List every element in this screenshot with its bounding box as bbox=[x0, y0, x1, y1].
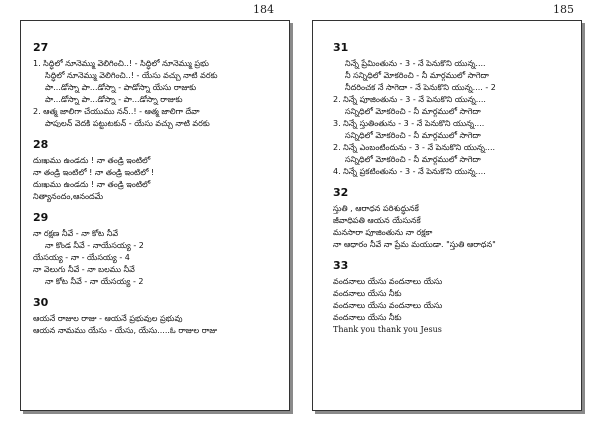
left-page bbox=[6, 0, 294, 418]
right-page bbox=[306, 0, 594, 418]
lyric-line: 2. నిన్నే పూజింతును - 3 - నే పెనుకొని యున్న.... bbox=[333, 95, 486, 104]
lyric-line: నా కోట నీవే - నా యేసయ్య - 2 bbox=[45, 277, 144, 286]
lyric-line: యేసయ్య - నా - యేసయ్య - 4 bbox=[33, 253, 130, 262]
lyric-line: నిన్నే ప్రేమింతును - 3 - నే పెనుకొని యున్న.... bbox=[345, 59, 486, 68]
lyric-line: నా రక్షణ నీవే - నా కోట నీవే bbox=[33, 229, 119, 238]
lyric-line: పా...డోస్నా పా...డోస్నా - పా...డోస్నా రాజుకు bbox=[45, 95, 183, 104]
lyric-line: 2. ఆత్మ జాలిగా చేయుము నన్..! - ఆత్మ జాలిగా దేవా bbox=[33, 107, 200, 116]
lyric-line: సిద్ధిలో నూనెమ్ము వెలిగించి..! - యేసు వచ్చు నాటి వరకు bbox=[45, 71, 218, 80]
lyric-line: 4. నిన్నే ప్రకటింతును - 3 - నే పెనుకొని యున్న.... bbox=[333, 167, 486, 176]
lyric-line: వందనాలు యేసు వందనాలు యేసు bbox=[333, 301, 443, 310]
page-number: 185 bbox=[553, 3, 574, 16]
lyric-line: నిత్యానందం,ఆనందమే bbox=[33, 192, 104, 201]
lyric-line: మనసారా పూజింతును నా రక్షకా bbox=[333, 228, 433, 237]
lyric-line: నీ సన్నిధిలో మోకరించి - నీ మార్గములో సాగెదా bbox=[345, 71, 489, 80]
song-block bbox=[33, 211, 279, 288]
lyric-line: 2. నిన్నే ఎంబంటిందును - 3 - నే పెనుకొని యున్న.... bbox=[333, 143, 496, 152]
song-block bbox=[33, 41, 279, 130]
page-number: 184 bbox=[253, 3, 274, 16]
lyric-line: వందనాలు యేసు నీకు bbox=[333, 289, 402, 298]
song-number: 33 bbox=[333, 259, 349, 272]
lyric-line: దుఃఖము ఉండదు ! నా తండ్రి ఇంటిలో bbox=[33, 180, 151, 189]
page-frame bbox=[20, 20, 290, 411]
lyric-line: జీవాధిపతి ఆయన యేసునకే bbox=[333, 216, 421, 225]
song-block bbox=[333, 41, 571, 178]
lyric-line: నా ఆధారం నీవే నా ప్రేమ మయుడా. "స్తుతి ఆరాధన" bbox=[333, 240, 496, 249]
lyric-line: స్తుతి , ఆరాధన పరిశుద్ధునకే bbox=[333, 204, 419, 213]
lyric-line: 1. సిద్ధిలో నూనెమ్ము వెలిగించి..! - సిద్ధిలో నూనెమ్ము ప్రభు bbox=[33, 59, 209, 68]
lyric-line: సన్నిధిలో మోకరించి - నీ మార్గములో సాగెదా bbox=[345, 107, 481, 116]
lyric-line: నీదరించక నే సాగెదా - నే పెనుకొని యున్న.... - 2 bbox=[345, 83, 496, 92]
lyric-line: దుఃఖము ఉండదు ! నా తండ్రి ఇంటిలో bbox=[33, 156, 151, 165]
song-number: 30 bbox=[33, 296, 49, 309]
song-number: 27 bbox=[33, 41, 49, 54]
lyric-line: నా తండ్రి ఇంటిలో ! నా తండ్రి ఇంటిలో ! bbox=[33, 168, 155, 177]
lyric-line: Thank you thank you Jesus bbox=[333, 325, 442, 334]
lyric-line: నా కొండ నీవే - నాయేసయ్య - 2 bbox=[45, 241, 144, 250]
lyric-line: నా వెలుగు నీవే - నా బలము నీవే bbox=[33, 265, 135, 274]
page-frame bbox=[312, 20, 582, 411]
lyric-line: సన్నిధిలో మోకరించి - నీ మార్గములో సాగెదా bbox=[345, 155, 481, 164]
lyric-line: పాపులన్ వెదకి పట్టుటకున్ - యేసు వచ్చు నాటి వరకు bbox=[45, 119, 210, 128]
lyric-line: వందనాలు యేసు వందనాలు యేసు bbox=[333, 277, 443, 286]
lyric-line: 3. నిన్నే స్తుతింతును - 3 - నే పెనుకొని యున్న.... bbox=[333, 119, 485, 128]
song-number: 28 bbox=[33, 138, 49, 151]
song-number: 32 bbox=[333, 186, 349, 199]
lyric-line: పా...డోస్నా పా...డోస్నా - పాడోస్నా యేసు రాజుకు bbox=[45, 83, 197, 92]
lyric-line: ఆయనే రాజుల రాజు - ఆయనే ప్రభువుల ప్రభువు bbox=[33, 314, 183, 323]
song-block bbox=[33, 296, 279, 337]
song-block bbox=[333, 186, 571, 251]
lyric-line: వందనాలు యేసు నీకు bbox=[333, 313, 402, 322]
song-number: 31 bbox=[333, 41, 349, 54]
lyric-line: సన్నిధిలో మోకరించి - నీ మార్గములో సాగెదా bbox=[345, 131, 481, 140]
lyric-line: ఆయన నామము యేసు - యేసు, యేసు.....ఓ రాజుల రాజు bbox=[33, 326, 218, 335]
song-block bbox=[333, 259, 571, 336]
song-block bbox=[33, 138, 279, 203]
song-number: 29 bbox=[33, 211, 49, 224]
